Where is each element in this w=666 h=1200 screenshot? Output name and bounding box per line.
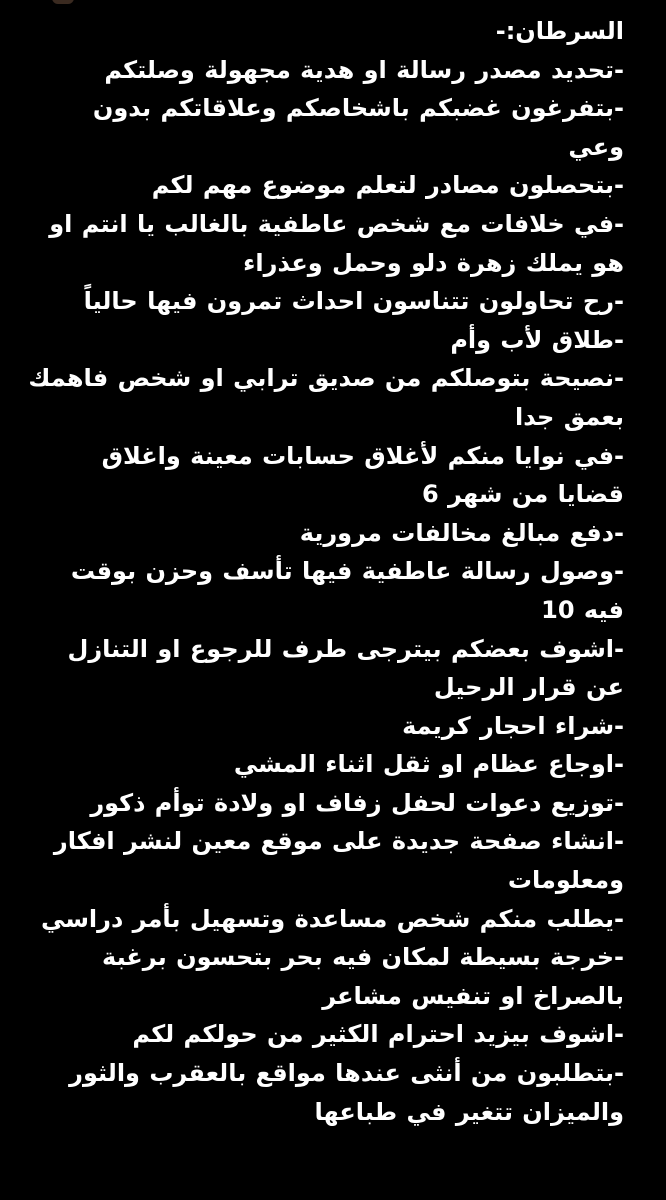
note-line: -رح تحاولون تتناسون احداث تمرون فيها حالياً <box>83 287 624 316</box>
note-line: -اشوف بيزيد احترام الكثير من حولكم لكم <box>132 1020 624 1049</box>
note-line: -في نوايا منكم لأغلاق حسابات معينة واغلاق قضايا من شهر 6 <box>101 441 624 509</box>
note-line: -اشوف بعضكم بيترجى طرف للرجوع او التنازل عن قرار الرحيل <box>67 634 624 702</box>
note-text <box>28 12 624 1131</box>
note-line: -انشاء صفحة جديدة على موقع معين لنشر افكار ومعلومات <box>53 827 624 895</box>
note-line: -توزيع دعوات لحفل زفاف او ولادة توأم ذكور <box>90 788 624 817</box>
note-line: -شراء احجار كريمة <box>402 711 624 740</box>
note-line: -يطلب منكم شخص مساعدة وتسهيل بأمر دراسي <box>41 904 624 933</box>
note-line: -خرجة بسيطة لمكان فيه بحر بتحسون برغبة بالصراخ او تنفيس مشاعر <box>102 943 624 1010</box>
note-line: -دفع مبالغ مخالفات مرورية <box>299 518 624 547</box>
note-line: -تحديد مصدر رسالة او هدية مجهولة وصلتكم <box>104 55 624 84</box>
note-line: -في خلافات مع شخص عاطفية بالغالب يا انتم او هو يملك زهرة دلو وحمل وعذراء <box>49 209 624 277</box>
note-line: -بتفرغون غضبكم باشخاصكم وعلاقاتكم بدون وعي <box>92 94 624 161</box>
note-heading: السرطان:- <box>495 17 624 45</box>
note-line: -طلاق لأب وأم <box>450 325 624 354</box>
note-line: -وصول رسالة عاطفية فيها تأسف وحزن بوقت فيه 10 <box>70 557 624 624</box>
note-line: -بتطلبون من أنثى عندها مواقع بالعقرب والثور والميزان تتغير في طباعها <box>69 1059 624 1126</box>
note-line: -نصيحة بتوصلكم من صديق ترابي او شخص فاهمك بعمق جدا <box>28 364 624 431</box>
note-line: -بتحصلون مصادر لتعلم موضوع مهم لكم <box>151 171 624 200</box>
top-edge-mark <box>52 0 74 4</box>
note-line: -اوجاع عظام او ثقل اثناء المشي <box>233 750 624 779</box>
